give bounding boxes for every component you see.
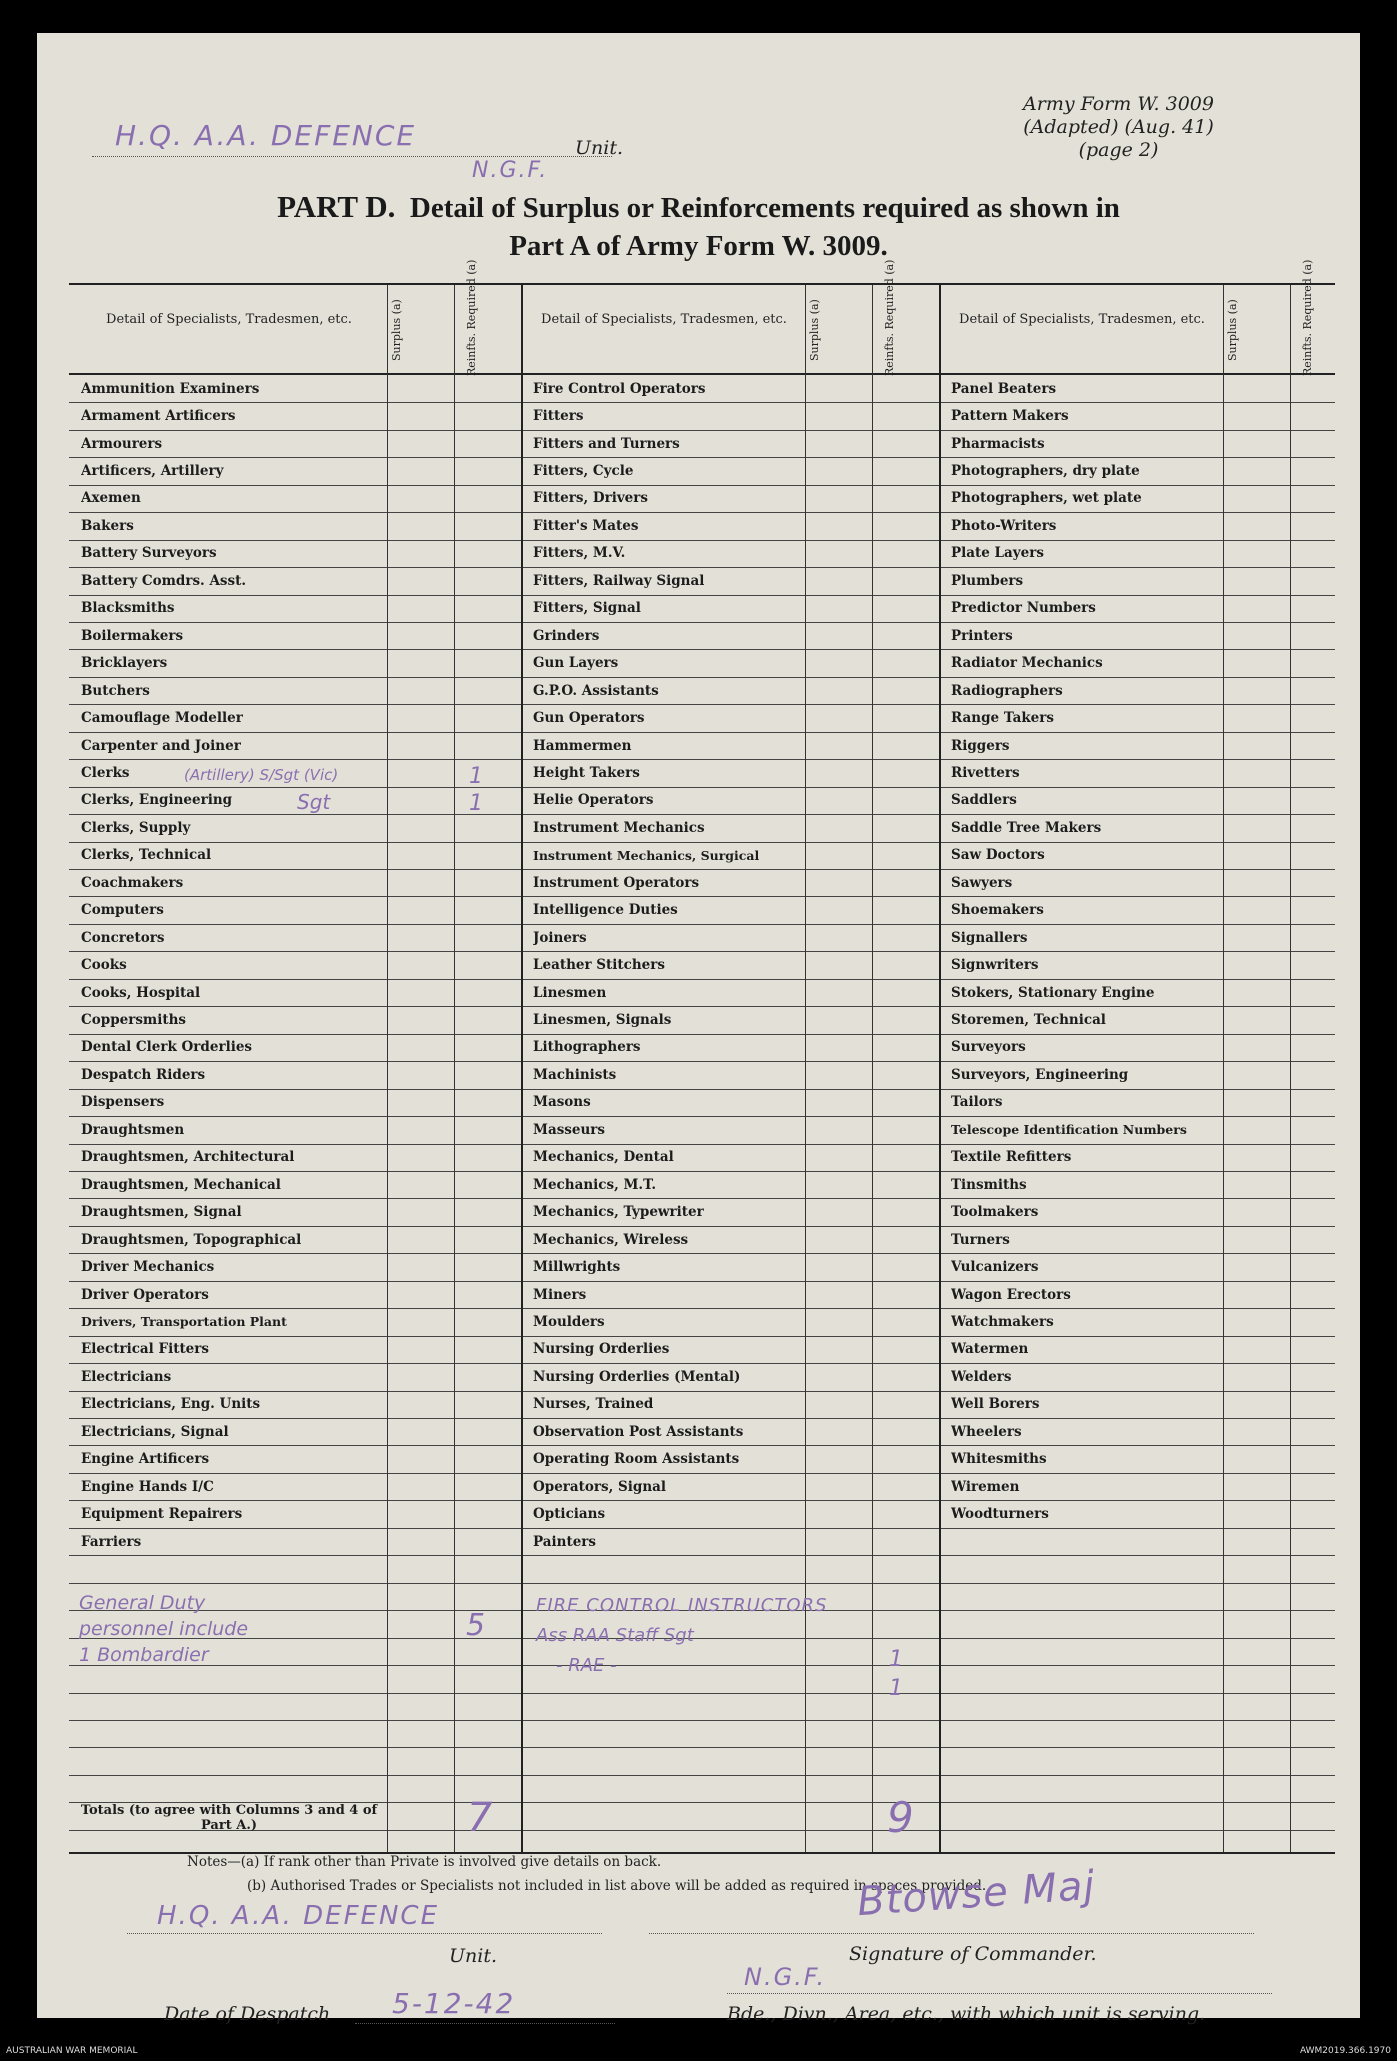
table-cell-trade: Draughtsmen, Mechanical [81,1176,281,1193]
signature-label: Signature of Commander. [849,1943,1097,1965]
bde-line [727,1993,1272,1994]
clerks-eng-note: Sgt [297,790,331,814]
table-cell-trade [81,1748,381,1775]
clerks-note: (Artillery) S/Sgt (Vic) [184,766,339,784]
col-divider [1290,285,1291,1852]
table-row [69,1308,1335,1336]
table-row [69,1199,1335,1227]
table-cell-trade: Toolmakers [951,1204,1039,1221]
table-cell-trade: Drivers, Transportation Plant [81,1314,287,1330]
table-cell-trade: Signallers [951,929,1028,946]
table-cell-trade: Millwrights [533,1259,621,1276]
table-cell-trade: Helie Operators [533,792,654,809]
table-cell-trade: Battery Surveyors [81,545,217,562]
extra-col2-reinfts-2: 1 [889,1676,903,1701]
table-cell-trade: Plumbers [951,572,1024,589]
clerks-eng-reinfts: 1 [469,791,483,816]
table-cell-trade: Textile Refitters [951,1149,1072,1166]
table-cell-trade: Watchmakers [951,1313,1054,1330]
table-cell-trade [533,1720,803,1747]
date-label: Date of Despatch [164,2003,331,2025]
table-row [69,1748,1335,1776]
table-cell-trade: Saddlers [951,792,1017,809]
table-cell-trade: Fitters, Signal [533,600,641,617]
table-row [69,897,1335,925]
title-line1: Detail of Surplus or Reinforcements required as shown in [409,192,1120,224]
table-cell-trade: Pattern Makers [951,408,1069,425]
table-row [69,1473,1335,1501]
table-cell-trade: Computers [81,902,164,919]
table-row [69,842,1335,870]
bde-label: Bde., Divn., Area, etc., with which unit is serving. [727,2003,1206,2025]
table-cell-trade: Coppersmiths [81,1012,186,1029]
clerks-reinfts: 1 [469,764,483,789]
table-cell-trade: Ammunition Examiners [81,380,260,397]
extra-col1-line1: General Duty [79,1592,206,1614]
table-cell-trade: Surveyors, Engineering [951,1066,1129,1083]
table-cell-trade: Lithographers [533,1039,641,1056]
header-surplus-2: Surplus (a) [808,299,821,361]
table-cell-trade: Operating Room Assistants [533,1451,740,1468]
table-cell-trade: Driver Operators [81,1286,209,1303]
table-row [69,622,1335,650]
col-divider [454,285,455,1852]
table-cell-trade: Sawyers [951,874,1013,891]
scan-label-right: AWM2019.366.1970 [1299,2046,1391,2056]
table-cell-trade: Tinsmiths [951,1176,1027,1193]
header-rule [69,373,1335,375]
table-cell-trade: Telescope Identification Numbers [951,1122,1187,1138]
table-row [69,1446,1335,1474]
table-row [69,677,1335,705]
table-cell-trade: Plate Layers [951,545,1044,562]
table-cell-trade: Opticians [533,1506,606,1523]
table-row [69,1281,1335,1309]
table-cell-trade: Battery Comdrs. Asst. [81,572,247,589]
table-cell-trade: Engine Hands I/C [81,1478,214,1495]
header-reinfts-1: Reinfts. Required (a) [465,259,478,376]
table-cell-trade: Carpenter and Joiner [81,737,241,754]
table-cell-trade: Nursing Orderlies [533,1341,670,1358]
table-cell-trade [81,1693,381,1720]
table-cell-trade: Clerks, Technical [81,847,212,864]
table-cell-trade: Radiographers [951,682,1063,699]
table-cell-trade [951,1693,1221,1720]
totals-row [69,1787,1335,1850]
header-detail-3: Detail of Specialists, Tradesmen, etc. [959,312,1205,327]
table-cell-trade: Saw Doctors [951,847,1045,864]
table-cell-trade [533,1555,803,1582]
table-row [69,1253,1335,1281]
table-cell-trade [81,1720,381,1747]
table-cell-trade: Farriers [81,1533,142,1550]
table-cell-trade [951,1528,1221,1555]
table-cell-trade: Draughtsmen, Topographical [81,1231,302,1248]
table-cell-trade: Radiator Mechanics [951,655,1103,672]
table-cell-trade [951,1610,1221,1637]
table-cell-trade: Artificers, Artillery [81,463,224,480]
table-row [69,787,1335,815]
table-cell-trade: Tailors [951,1094,1003,1111]
table-row [69,1116,1335,1144]
table-row [69,704,1335,732]
table-cell-trade: Draughtsmen, Architectural [81,1149,295,1166]
table-cell-trade: Wagon Erectors [951,1286,1071,1303]
table-cell-trade: Instrument Mechanics [533,819,705,836]
table-cell-trade: Blacksmiths [81,600,175,617]
footer-unit-label: Unit. [449,1945,498,1967]
table-cell-trade: Clerks [81,764,130,781]
unit-handwritten-sub: N.G.F. [472,158,549,183]
extra-col1-line2: personnel include [79,1618,249,1640]
date-line [355,2023,615,2024]
table-cell-trade: Mechanics, Dental [533,1149,674,1166]
form-reference [1023,93,1214,162]
table-row [69,1693,1335,1721]
scan-label-left: AUSTRALIAN WAR MEMORIAL [6,2046,138,2056]
table-row [69,924,1335,952]
table-cell-trade: Instrument Mechanics, Surgical [533,847,760,863]
table-cell-trade: Range Takers [951,710,1054,727]
table-cell-trade: Stokers, Stationary Engine [951,984,1155,1001]
table-cell-trade: G.P.O. Assistants [533,682,659,699]
unit-handwritten: H.Q. A.A. DEFENCE [115,119,417,152]
extra-col2-line3: - RAE - [556,1655,617,1676]
header-detail-2: Detail of Specialists, Tradesmen, etc. [541,312,787,327]
table-cell-trade: Photographers, wet plate [951,490,1142,507]
table-cell-trade: Wheelers [951,1423,1022,1440]
table-cell-trade: Masseurs [533,1121,606,1138]
table-cell-trade: Painters [533,1533,597,1550]
table-cell-trade: Fire Control Operators [533,380,706,397]
table-row [69,814,1335,842]
table-row [69,512,1335,540]
title-line2: Part A of Army Form W. 3009. [509,230,888,262]
table-cell-trade [533,1748,803,1775]
table-row [69,485,1335,513]
table-row [69,402,1335,430]
table-cell-trade: Leather Stitchers [533,957,665,974]
table-cell-trade: Clerks, Supply [81,819,191,836]
table-row [69,1363,1335,1391]
table-row [69,1226,1335,1254]
table-cell-trade [951,1638,1221,1665]
table-row [69,951,1335,979]
table-cell-trade: Concretors [81,929,165,946]
table-cell-trade: Boilermakers [81,627,184,644]
table-cell-trade: Fitters, Cycle [533,463,634,480]
table-cell-trade [81,1555,381,1582]
table-cell-trade: Grinders [533,627,600,644]
table-cell-trade: Moulders [533,1313,605,1330]
table-cell-trade: Printers [951,627,1013,644]
table-cell-trade: Mechanics, M.T. [533,1176,657,1193]
table-cell-trade: Electricians, Eng. Units [81,1396,261,1413]
table-cell-trade: Armourers [81,435,163,452]
table-cell-trade: Dental Clerk Orderlies [81,1039,253,1056]
header-surplus-3: Surplus (a) [1226,299,1239,361]
table-cell-trade: Cooks [81,957,127,974]
table-row [69,540,1335,568]
table-row [69,595,1335,623]
table-cell-trade: Welders [951,1368,1012,1385]
table-cell-trade: Fitters, Drivers [533,490,648,507]
table-row [69,1034,1335,1062]
table-cell-trade: Woodturners [951,1506,1049,1523]
table-row [69,567,1335,595]
table-row [69,1528,1335,1556]
col-divider [387,285,388,1852]
table-cell-trade: Clerks, Engineering [81,792,233,809]
table-cell-trade: Nursing Orderlies (Mental) [533,1368,741,1385]
table-row [69,732,1335,760]
table-cell-trade: Armament Artificers [81,408,236,425]
table-cell-trade: Operators, Signal [533,1478,667,1495]
unit-label: Unit. [575,137,624,159]
table-row [69,869,1335,897]
extra-col2-line2: Ass RAA Staff Sgt [536,1625,694,1646]
table-cell-trade [951,1748,1221,1775]
table-cell-trade: Rivetters [951,764,1020,781]
table-row [69,1006,1335,1034]
table-row [69,1500,1335,1528]
table-cell-trade: Linesmen [533,984,607,1001]
footer-unit-line [127,1933,602,1934]
note-a: Notes—(a) If rank other than Private is involved give details on back. [187,1854,662,1870]
table-cell-trade: Dispensers [81,1094,165,1111]
date-handwritten: 5-12-42 [392,1987,516,2020]
table-cell-trade: Saddle Tree Makers [951,819,1102,836]
table-cell-trade: Driver Mechanics [81,1259,215,1276]
table-cell-trade: Hammermen [533,737,632,754]
table-cell-trade: Intelligence Duties [533,902,678,919]
table-cell-trade: Despatch Riders [81,1066,206,1083]
table-row [69,1336,1335,1364]
header-detail-1: Detail of Specialists, Tradesmen, etc. [106,312,352,327]
col-divider [521,285,523,1852]
totals-label: Totals (to agree with Columns 3 and 4 of Part A.) [80,1803,378,1833]
table-row [69,1061,1335,1089]
note-b: (b) Authorised Trades or Specialists not included in list above will be added as required in spaces provided. [247,1878,987,1894]
table-cell-trade: Signwriters [951,957,1039,974]
col-divider [939,285,941,1852]
table-cell-trade: Draughtsmen, Signal [81,1204,242,1221]
table-cell-trade [533,1693,803,1720]
title-part: PART D. [277,189,396,224]
extra-entry-col1 [79,1590,248,1668]
table-cell-trade [951,1720,1221,1747]
table-cell-trade: Fitters [533,408,584,425]
table-row [69,1171,1335,1199]
table-cell-trade: Photo-Writers [951,517,1057,534]
table-cell-trade: Butchers [81,682,150,699]
table-cell-trade: Miners [533,1286,587,1303]
table-row [69,1555,1335,1583]
table-cell-trade: Well Borers [951,1396,1040,1413]
table-row [69,979,1335,1007]
totals-col1-reinfts: 7 [467,1795,493,1841]
extra-col2-line1: FIRE CONTROL INSTRUCTORS [536,1595,828,1616]
table-cell-trade: Electricians, Signal [81,1423,229,1440]
table-cell-trade [951,1555,1221,1582]
table-cell-trade: Coachmakers [81,874,184,891]
table-cell-trade: Mechanics, Typewriter [533,1204,704,1221]
form-ref-line2: (Adapted) (Aug. 41) [1023,116,1214,138]
table-row [69,1391,1335,1419]
form-ref-line3: (page 2) [1078,139,1159,161]
extra-entry-col2 [536,1591,827,1681]
table-cell-trade: Watermen [951,1341,1029,1358]
table-cell-trade [951,1583,1221,1610]
table-row [69,650,1335,678]
table-cell-trade: Cooks, Hospital [81,984,201,1001]
table-cell-trade: Observation Post Assistants [533,1423,744,1440]
table-cell-trade: Gun Layers [533,655,619,672]
table-cell-trade: Turners [951,1231,1010,1248]
table-cell-trade: Machinists [533,1066,617,1083]
table-cell-trade: Linesmen, Signals [533,1012,672,1029]
table-cell-trade: Equipment Repairers [81,1506,243,1523]
col-divider [872,285,873,1852]
extra-col2-reinfts-1: 1 [889,1647,903,1672]
table-cell-trade: Bakers [81,517,134,534]
table-cell-trade: Bricklayers [81,655,168,672]
table-cell-trade: Shoemakers [951,902,1044,919]
table-cell-trade: Fitters, Railway Signal [533,572,705,589]
extra-col1-reinfts: 5 [466,1608,486,1643]
table-cell-trade: Panel Beaters [951,380,1057,397]
header-reinfts-2: Reinfts. Required (a) [883,259,896,376]
table-cell-trade: Instrument Operators [533,874,700,891]
footer-unit-handwritten: H.Q. A.A. DEFENCE [157,1901,440,1931]
table-row [69,1089,1335,1117]
table-cell-trade: Masons [533,1094,591,1111]
signature-line [649,1933,1254,1934]
table-cell-trade: Draughtsmen [81,1121,185,1138]
table-cell-trade: Joiners [533,929,587,946]
table-cell-trade: Wiremen [951,1478,1020,1495]
table-cell-trade: Engine Artificers [81,1451,210,1468]
totals-col2-reinfts: 9 [887,1793,914,1842]
table-cell-trade: Camouflage Modeller [81,710,243,727]
table-cell-trade: Nurses, Trained [533,1396,654,1413]
table-row [69,430,1335,458]
table-cell-trade: Riggers [951,737,1010,754]
form-page [37,33,1360,2025]
table-cell-trade: Fitters, M.V. [533,545,626,562]
table-row [69,1720,1335,1748]
table-row [69,1418,1335,1446]
table-cell-trade: Gun Operators [533,710,645,727]
table-cell-trade: Fitters and Turners [533,435,680,452]
table-cell-trade: Pharmacists [951,435,1045,452]
table-cell-trade: Predictor Numbers [951,600,1096,617]
table-cell-trade [81,1665,381,1692]
table-cell-trade: Mechanics, Wireless [533,1231,689,1248]
col-divider [1223,285,1224,1852]
table-cell-trade: Vulcanizers [951,1259,1039,1276]
table-cell-trade: Axemen [81,490,141,507]
table-row [69,1144,1335,1172]
table-cell-trade: Electrical Fitters [81,1341,209,1358]
table-cell-trade: Surveyors [951,1039,1026,1056]
bde-handwritten: N.G.F. [744,1963,827,1991]
unit-dotted-line [92,156,612,157]
table-cell-trade: Whitesmiths [951,1451,1047,1468]
table-cell-trade: Storemen, Technical [951,1012,1106,1029]
table-row [69,375,1335,403]
specialists-table [69,259,1335,1854]
form-ref-line1: Army Form W. 3009 [1023,93,1214,115]
table-cell-trade [951,1665,1221,1692]
header-reinfts-3: Reinfts. Required (a) [1301,259,1314,376]
table-cell-trade: Photographers, dry plate [951,463,1140,480]
commander-signature: Btowse Maj [855,1862,1097,1926]
table-cell-trade: Height Takers [533,764,640,781]
page-title [37,188,1360,265]
header-surplus-1: Surplus (a) [390,299,403,361]
table-cell-trade: Electricians [81,1368,172,1385]
table-row [69,457,1335,485]
extra-col1-line3: 1 Bombardier [79,1644,209,1666]
table-cell-trade: Fitter's Mates [533,517,639,534]
